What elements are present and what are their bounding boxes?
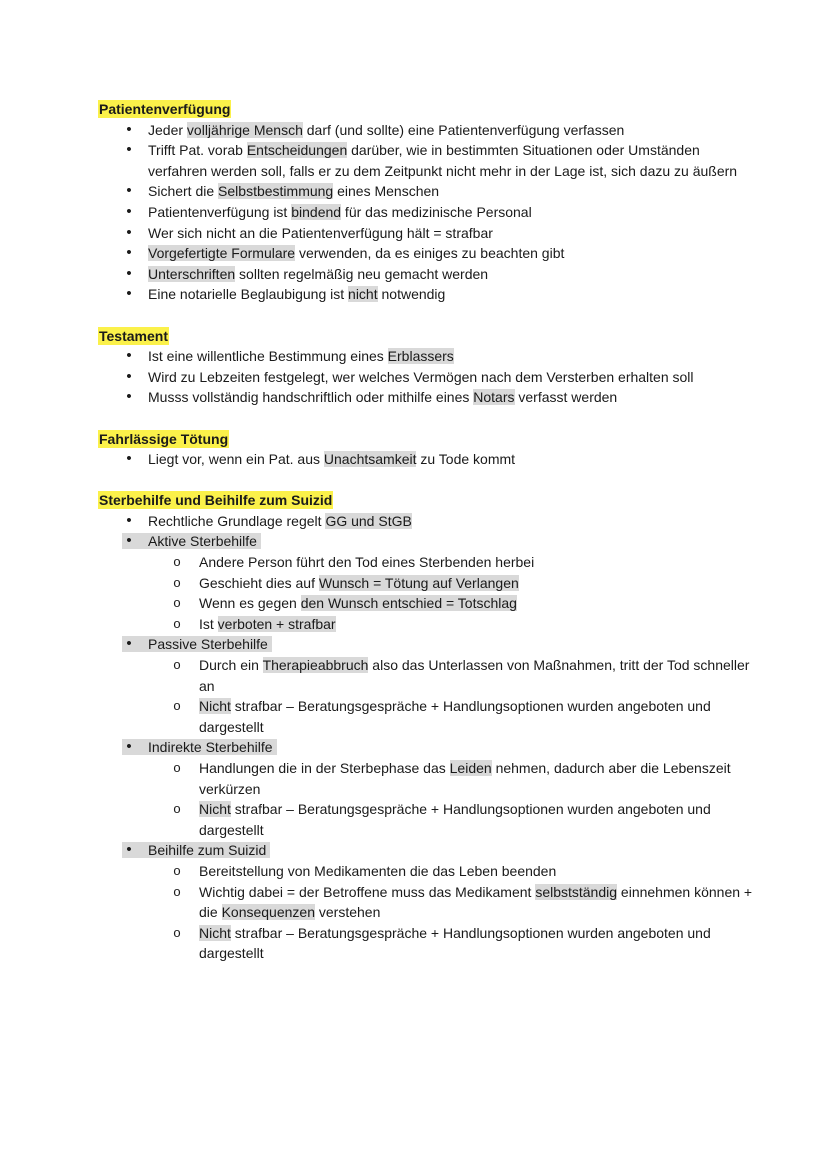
text-run: Ist xyxy=(199,615,218,632)
item-text xyxy=(148,266,488,282)
bullet-icon: • xyxy=(126,347,132,365)
list-item xyxy=(98,223,758,244)
item-text xyxy=(199,698,711,735)
bullet-icon: • xyxy=(126,367,132,385)
section xyxy=(98,99,758,305)
text-run: Andere Person führt den Tod eines Sterbenden herbei xyxy=(199,554,535,571)
text-run: Rechtliche Grundlage regelt xyxy=(148,512,326,529)
circle-bullet-icon: o xyxy=(173,657,181,673)
section-heading: Sterbehilfe und Beihilfe zum Suizid xyxy=(99,492,333,509)
text-run: Wichtig dabei = der Betroffene muss das Medikament xyxy=(199,883,536,900)
text-run: nehmen, dadurch aber die Lebenszeit verkürzen xyxy=(199,760,731,797)
section-heading: Patientenverfügung xyxy=(99,101,231,117)
highlighted-text: Therapieabbruch xyxy=(262,657,369,674)
bullet-icon: • xyxy=(126,120,132,138)
item-text xyxy=(199,760,731,797)
item-text xyxy=(122,533,261,549)
bullet-list xyxy=(98,120,758,305)
highlighted-text: Unachtsamkeit xyxy=(323,451,417,468)
item-text xyxy=(199,575,519,591)
bullet-icon: • xyxy=(126,264,132,282)
list-item xyxy=(98,737,758,758)
text-run: Trifft Pat. vorab xyxy=(148,142,247,159)
highlighted-text: bindend xyxy=(291,203,342,220)
item-text xyxy=(148,225,493,241)
list-item xyxy=(98,284,758,305)
section-heading-row xyxy=(98,490,758,511)
highlighted-text: Entscheidungen xyxy=(246,142,348,159)
item-text xyxy=(199,616,336,632)
item-text xyxy=(199,595,517,611)
text-run: Aktive Sterbehilfe xyxy=(148,533,257,550)
text-run: Indirekte Sterbehilfe xyxy=(148,739,273,756)
bullet-list xyxy=(98,449,758,470)
highlighted-text: Leiden xyxy=(449,760,492,776)
text-run: sollten regelmäßig neu gemacht werden xyxy=(235,265,489,282)
item-text xyxy=(199,657,749,694)
item-text xyxy=(148,245,564,261)
text-run: Liegt vor, wenn ein Pat. aus xyxy=(148,451,324,468)
text-run: Geschieht dies auf xyxy=(199,574,319,591)
bullet-icon: • xyxy=(126,532,132,550)
list-item xyxy=(98,181,758,202)
highlighted-text: Vorgefertigte Formulare xyxy=(148,245,296,262)
item-text xyxy=(199,554,534,570)
circle-bullet-icon: o xyxy=(173,554,181,570)
text-run: für das medizinische Personal xyxy=(341,203,532,220)
item-text xyxy=(148,183,439,199)
bullet-icon: • xyxy=(126,738,132,756)
item-text xyxy=(122,739,277,755)
bullet-icon: • xyxy=(126,223,132,241)
list-item xyxy=(98,346,758,367)
highlighted-text: verboten + strafbar xyxy=(217,615,336,632)
text-run: Wer sich nicht an die Patientenverfügung hält = strafbar xyxy=(148,224,493,241)
circle-bullet-icon: o xyxy=(173,615,181,631)
bullet-icon: • xyxy=(126,511,132,529)
bullet-list xyxy=(98,511,758,964)
text-run: zu Tode kommt xyxy=(416,451,516,468)
highlighted-text: Wunsch = Tötung auf Verlangen xyxy=(318,574,519,591)
list-item xyxy=(98,449,758,470)
text-run: darüber, wie in bestimmten Situationen oder Umständen verfahren werden soll, falls er zu dem Zeitpunkt nicht mehr in der Lage ist, sich dazu zu äußern xyxy=(148,142,738,179)
sub-list-item xyxy=(98,799,758,840)
text-run: strafbar – Beratungsgespräche + Handlungsoptionen wurden angeboten und dargestellt xyxy=(199,924,711,962)
item-text xyxy=(148,142,737,179)
list-item xyxy=(98,531,758,552)
sub-list-item xyxy=(98,593,758,614)
text-run: darf (und sollte) eine Patientenverfügung verfassen xyxy=(302,121,625,138)
text-run: Patientenverfügung ist xyxy=(148,203,292,220)
text-run: verwenden, da es einiges zu beachten gibt xyxy=(295,245,565,262)
bullet-icon: • xyxy=(126,388,132,406)
text-run: notwendig xyxy=(377,286,446,303)
item-text xyxy=(148,286,445,302)
text-run: also das Unterlassen von Maßnahmen, tritt der Tod schneller an xyxy=(199,657,750,694)
highlighted-text: den Wunsch entschied = Totschlag xyxy=(300,595,517,612)
text-run: Sichert die xyxy=(148,183,219,200)
text-run: Wird zu Lebzeiten festgelegt, wer welches Vermögen nach dem Versterben erhalten soll xyxy=(148,368,694,385)
list-item xyxy=(98,387,758,408)
section xyxy=(98,490,758,964)
circle-bullet-icon: o xyxy=(173,924,181,940)
highlighted-text: Selbstbestimmung xyxy=(218,183,334,200)
item-text xyxy=(122,842,270,858)
highlighted-text: Erblassers xyxy=(387,348,454,365)
item-text xyxy=(199,925,711,962)
highlighted-text: Unterschriften xyxy=(148,265,236,282)
item-text xyxy=(122,636,272,652)
highlighted-text: Konsequenzen xyxy=(221,904,315,921)
sub-list-item xyxy=(98,696,758,737)
circle-bullet-icon: o xyxy=(173,801,181,817)
item-text xyxy=(148,122,624,138)
list-item xyxy=(98,367,758,388)
item-text xyxy=(148,389,617,405)
highlighted-text: nicht xyxy=(348,286,378,303)
bullet-icon: • xyxy=(126,635,132,653)
circle-bullet-icon: o xyxy=(173,698,181,714)
section xyxy=(98,429,758,470)
bullet-icon: • xyxy=(126,450,132,468)
sub-list-item xyxy=(98,861,758,882)
highlighted-text: Nicht xyxy=(199,698,231,715)
text-run: Jeder xyxy=(148,121,187,138)
item-text xyxy=(148,204,532,220)
sub-list-item xyxy=(98,614,758,635)
highlighted-text: Nicht xyxy=(199,924,231,941)
bullet-icon: • xyxy=(126,841,132,859)
item-text xyxy=(148,513,412,529)
text-run: strafbar – Beratungsgespräche + Handlungsoptionen wurden angeboten und dargestellt xyxy=(199,801,711,838)
list-item xyxy=(98,243,758,264)
sub-list-item xyxy=(98,573,758,594)
section xyxy=(98,326,758,408)
highlighted-text: Notars xyxy=(473,389,515,406)
circle-bullet-icon: o xyxy=(173,574,181,590)
section-heading-row xyxy=(98,326,758,347)
section-heading-row xyxy=(98,429,758,450)
list-item xyxy=(98,634,758,655)
circle-bullet-icon: o xyxy=(173,883,181,899)
bullet-icon: • xyxy=(126,285,132,303)
text-run: Beihilfe zum Suizid xyxy=(148,842,267,859)
highlighted-text: Nicht xyxy=(199,801,231,818)
text-run: einnehmen können + die xyxy=(199,883,753,921)
section-heading: Testament xyxy=(99,327,168,344)
text-run: Ist eine willentliche Bestimmung eines xyxy=(148,348,388,365)
bullet-icon: • xyxy=(126,202,132,220)
list-item xyxy=(98,140,758,181)
section-heading-row xyxy=(98,99,758,120)
list-item xyxy=(98,264,758,285)
bullet-icon: • xyxy=(126,244,132,262)
bullet-list xyxy=(98,346,758,408)
item-text xyxy=(148,451,515,467)
text-run: Bereitstellung von Medikamenten die das Leben beenden xyxy=(199,862,557,879)
circle-bullet-icon: o xyxy=(173,760,181,775)
highlighted-text: selbstständig xyxy=(535,883,618,900)
section-heading: Fahrlässige Tötung xyxy=(99,430,229,447)
text-run: verstehen xyxy=(315,904,381,921)
sub-list-item xyxy=(98,923,758,964)
text-run: Wenn es gegen xyxy=(199,595,301,612)
circle-bullet-icon: o xyxy=(173,595,181,611)
text-run: Handlungen die in der Sterbephase das xyxy=(199,760,450,776)
item-text xyxy=(199,863,556,879)
list-item xyxy=(98,120,758,141)
sub-list-item xyxy=(98,758,758,799)
text-run: Musss vollständig handschriftlich oder mithilfe eines xyxy=(148,389,474,406)
sub-list-item xyxy=(98,552,758,573)
text-run: strafbar – Beratungsgespräche + Handlungsoptionen wurden angeboten und dargestellt xyxy=(199,698,711,735)
item-text xyxy=(199,884,752,921)
sub-list-item xyxy=(98,655,758,696)
item-text xyxy=(148,369,694,385)
bullet-icon: • xyxy=(126,141,132,159)
text-run: eines Menschen xyxy=(333,183,440,200)
text-run: Durch ein xyxy=(199,657,263,674)
list-item xyxy=(98,202,758,223)
item-text xyxy=(199,801,711,838)
sub-list-item xyxy=(98,882,758,923)
list-item xyxy=(98,840,758,861)
highlighted-text: GG und StGB xyxy=(325,512,412,529)
document-body xyxy=(98,99,758,985)
text-run: Eine notarielle Beglaubigung ist xyxy=(148,286,349,303)
item-text xyxy=(148,348,454,364)
highlighted-text: volljährige Mensch xyxy=(186,121,303,138)
text-run: Passive Sterbehilfe xyxy=(148,636,268,653)
circle-bullet-icon: o xyxy=(173,862,181,878)
list-item xyxy=(98,511,758,532)
bullet-icon: • xyxy=(126,182,132,200)
text-run: verfasst werden xyxy=(514,389,618,406)
